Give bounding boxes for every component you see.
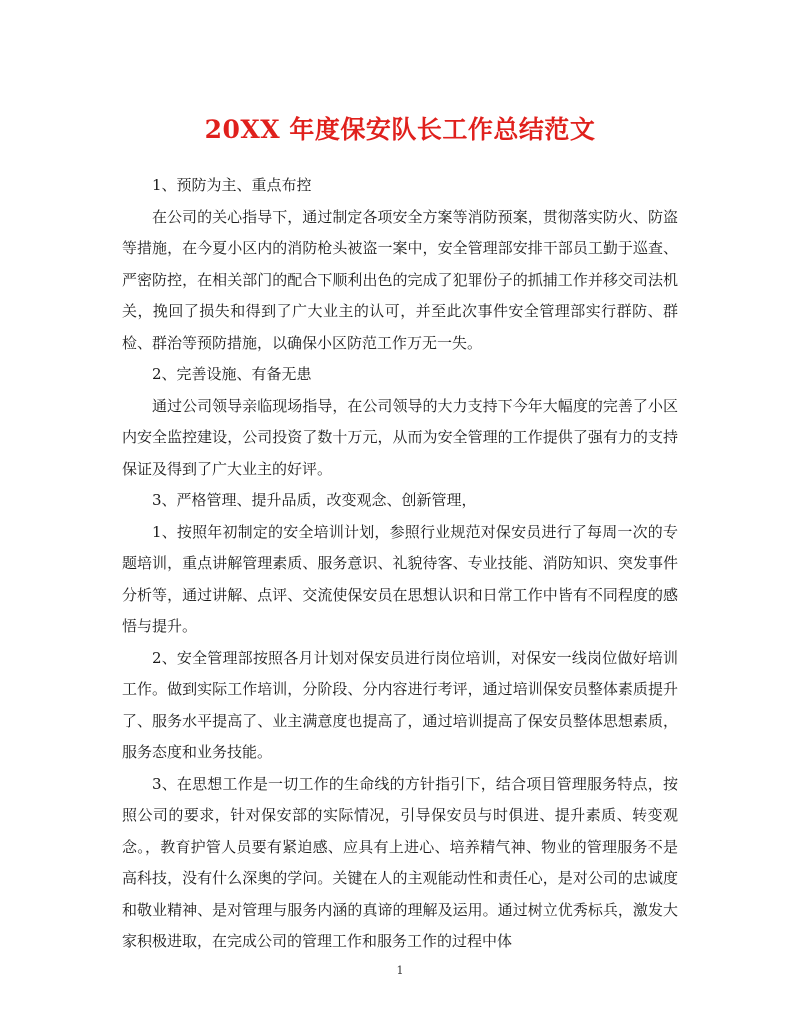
document-body xyxy=(122,170,678,958)
section-heading-3: 3、严格管理、提升品质，改变观念、创新管理， xyxy=(152,491,477,509)
body-paragraph: 在公司的关心指导下，通过制定各项安全方案等消防预案，贯彻落实防火、防盗等措施，在今夏小区内的消防枪头被盗一案中，安全管理部安排干部员工勤于巡查、严密防控，在相关部门的配合下顺利出色的完成了犯罪份子的抓捕工作并移交司法机关，挽回了损失和得到了广大业主的认可，并至此次事件安全管理部实行群防、群检、群治等预防措施，以确保小区防范工作万无一失。 xyxy=(122,207,678,352)
body-paragraph: 通过公司领导亲临现场指导，在公司领导的大力支持下今年大幅度的完善了小区内安全监控建设，公司投资了数十万元，从而为安全管理的工作提供了强有力的支持保证及得到了广大业主的好评。 xyxy=(122,396,678,478)
body-paragraph: 1、按照年初制定的安全培训计划，参照行业规范对保安员进行了每周一次的专题培训，重点讲解管理素质、服务意识、礼貌待客、专业技能、消防知识、突发事件分析等，通过讲解、点评、交流使保安员在思想认识和日常工作中皆有不同程度的感悟与提升。 xyxy=(122,522,678,635)
body-paragraph: 2、安全管理部按照各月计划对保安员进行岗位培训，对保安一线岗位做好培训工作。做到实际工作培训，分阶段、分内容进行考评，通过培训保安员整体素质提升了、服务水平提高了、业主满意度也提高了，通过培训提高了保安员整体思想素质，服务态度和业务技能。 xyxy=(122,648,678,761)
page-number: 1 xyxy=(396,964,404,977)
document-title: 20XX 年度保安队长工作总结范文 xyxy=(204,115,596,144)
body-paragraph: 3、在思想工作是一切工作的生命线的方针指引下，结合项目管理服务特点，按照公司的要求，针对保安部的实际情况，引导保安员与时俱进、提升素质、转变观念。，教育护管人员要有紧迫感、应具有上进心、培养精气神、物业的管理服务不是高科技，没有什么深奥的学问。关键在人的主观能动性和责任心，是对公司的忠诚度和敬业精神、是对管理与服务内涵的真谛的理解及运用。通过树立优秀标兵，激发大家积极进取，在完成公司的管理工作和服务工作的过程中体 xyxy=(122,774,678,950)
section-heading-2: 2、完善设施、有备无患 xyxy=(152,365,312,383)
section-heading-1: 1、预防为主、重点布控 xyxy=(152,176,312,194)
